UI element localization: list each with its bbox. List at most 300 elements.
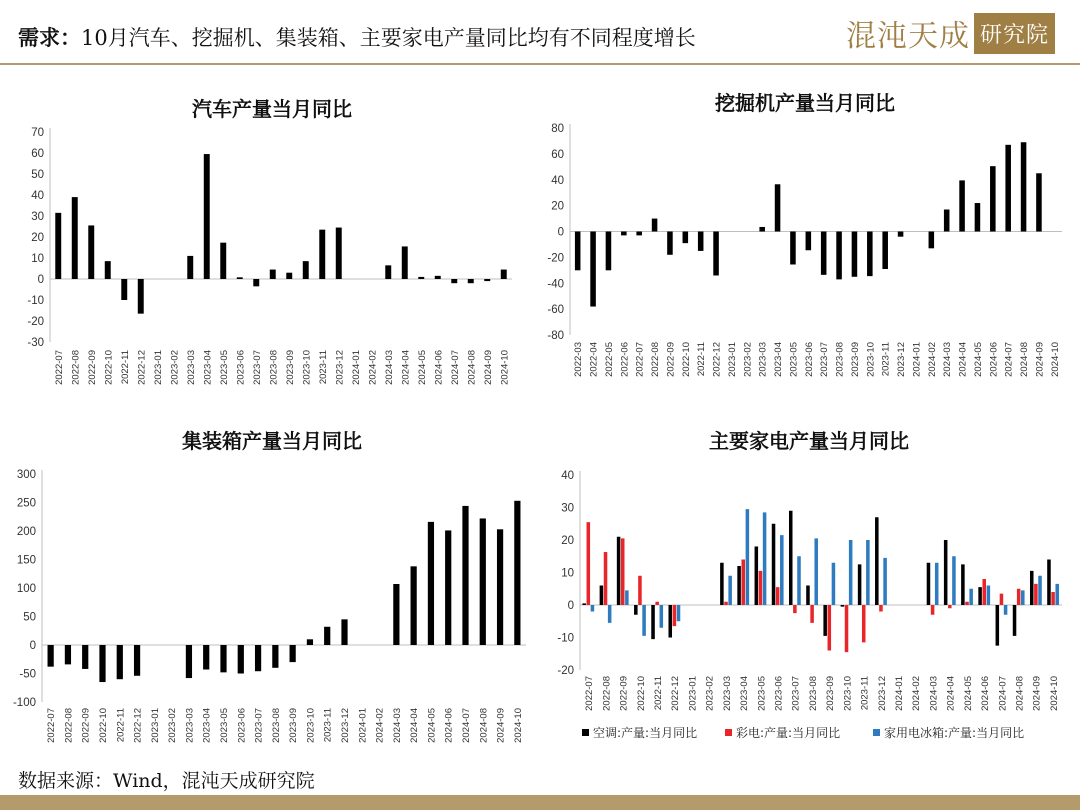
bar	[776, 587, 780, 605]
legend-swatch	[873, 729, 880, 736]
x-tick-label: 2023-06	[803, 342, 815, 377]
x-tick-label: 2023-12	[334, 350, 346, 385]
bar	[651, 605, 655, 639]
bar	[385, 265, 391, 279]
x-tick-label: 2023-01	[149, 708, 161, 743]
chart-title: 汽车产量当月同比	[192, 97, 352, 121]
bar	[990, 166, 996, 231]
bar	[451, 279, 457, 283]
bar	[1036, 173, 1042, 231]
x-tick-label: 2024-09	[1034, 342, 1046, 377]
x-tick-label: 2022-11	[115, 708, 127, 743]
bar	[324, 627, 330, 645]
bar	[1017, 589, 1021, 605]
y-tick-label: -80	[547, 330, 564, 342]
x-tick-label: 2024-04	[945, 676, 957, 711]
y-tick-label: 200	[16, 526, 36, 538]
bar	[290, 645, 296, 662]
chart-title: 集装箱产量当月同比	[182, 429, 362, 453]
x-tick-label: 2023-02	[169, 350, 181, 385]
bar	[604, 552, 608, 605]
x-tick-label: 2023-04	[773, 342, 785, 377]
x-tick-label: 2022-09	[86, 350, 98, 385]
x-tick-label: 2024-01	[350, 350, 362, 385]
x-tick-label: 2022-06	[619, 342, 631, 377]
bar	[1030, 571, 1034, 605]
bar	[418, 277, 424, 279]
bar	[793, 605, 797, 613]
x-tick-label: 2024-06	[443, 708, 455, 743]
y-tick-label: 40	[551, 174, 564, 187]
y-tick-label: 0	[29, 640, 36, 652]
bar	[186, 645, 192, 678]
bar	[828, 605, 832, 651]
bar	[737, 566, 741, 605]
x-tick-label: 2024-03	[928, 676, 940, 711]
bar	[220, 243, 226, 279]
appliance-chart-panel	[540, 410, 1080, 760]
x-tick-label: 2023-07	[790, 676, 802, 711]
bar	[772, 524, 776, 605]
bar	[617, 537, 621, 605]
y-tick-label: 20	[31, 232, 44, 244]
x-tick-label: 2022-08	[650, 342, 662, 377]
bar	[823, 605, 827, 636]
bar	[806, 586, 810, 606]
container-chart-panel	[0, 410, 540, 760]
bar	[606, 232, 612, 271]
bar	[655, 602, 659, 605]
bar	[501, 270, 507, 279]
bar	[814, 538, 818, 605]
bar	[187, 256, 193, 279]
bar	[780, 535, 784, 605]
bar	[1047, 560, 1051, 606]
x-tick-label: 2023-08	[270, 708, 282, 743]
x-tick-label: 2024-09	[1031, 676, 1043, 711]
x-tick-label: 2024-03	[942, 342, 954, 377]
x-tick-label: 2023-12	[896, 342, 908, 377]
x-tick-label: 2024-02	[374, 708, 386, 743]
x-tick-label: 2023-02	[742, 342, 754, 377]
x-tick-label: 2024-06	[988, 342, 1000, 377]
bar	[591, 605, 595, 612]
bar	[575, 232, 581, 271]
bar	[336, 228, 342, 279]
bar	[203, 645, 209, 670]
y-tick-label: -20	[557, 665, 574, 677]
y-tick-label: -20	[27, 316, 44, 328]
y-tick-label: -20	[547, 252, 564, 265]
x-tick-label: 2024-05	[972, 342, 984, 377]
bar	[319, 230, 325, 279]
x-tick-label: 2023-12	[340, 708, 351, 743]
bar	[965, 602, 969, 605]
bar	[741, 560, 745, 606]
bar	[898, 232, 904, 237]
x-tick-label: 2024-07	[1003, 342, 1015, 377]
bar	[642, 605, 646, 636]
bar	[961, 564, 965, 605]
x-tick-label: 2023-09	[284, 350, 296, 385]
bar	[435, 276, 441, 279]
y-tick-label: 10	[31, 253, 44, 265]
bar	[879, 605, 883, 612]
y-tick-label: 80	[551, 123, 564, 135]
y-tick-label: 30	[561, 502, 574, 515]
bar	[625, 590, 629, 605]
bar	[1004, 605, 1008, 615]
legend-swatch	[582, 729, 589, 736]
x-tick-label: 2024-05	[416, 350, 428, 385]
x-tick-label: 2022-07	[53, 350, 65, 385]
bar	[1034, 584, 1038, 605]
bar	[759, 227, 765, 232]
x-tick-label: 2024-02	[926, 342, 938, 377]
x-tick-label: 2023-11	[880, 342, 892, 377]
x-tick-label: 2023-12	[876, 676, 888, 711]
x-tick-label: 2024-03	[383, 350, 395, 385]
x-tick-label: 2024-09	[495, 708, 507, 743]
bar	[48, 645, 54, 667]
chart-title: 挖掘机产量当月同比	[715, 91, 895, 115]
x-tick-label: 2024-01	[357, 708, 369, 743]
bar	[862, 605, 866, 642]
bar	[969, 589, 973, 605]
x-tick-label: 2024-01	[893, 676, 905, 711]
x-tick-label: 2023-05	[219, 708, 230, 743]
bar	[121, 279, 127, 300]
x-tick-label: 2024-08	[466, 350, 478, 385]
x-tick-label: 2024-05	[426, 708, 438, 743]
x-tick-label: 2022-11	[652, 676, 664, 711]
bar	[1000, 594, 1004, 605]
x-tick-label: 2023-04	[739, 676, 751, 711]
x-tick-label: 2022-12	[670, 676, 682, 711]
bar	[428, 522, 434, 645]
y-tick-label: 0	[37, 274, 44, 286]
excavator-production-chart	[540, 70, 1080, 400]
bar	[237, 277, 243, 279]
bar	[117, 645, 123, 679]
y-tick-label: -100	[12, 697, 36, 709]
x-tick-label: 2024-07	[449, 350, 461, 385]
header-divider	[0, 63, 1080, 65]
bar	[978, 587, 982, 605]
data-source-note: 数据来源：Wind，混沌天成研究院	[18, 770, 315, 792]
x-tick-label: 2024-10	[512, 708, 524, 743]
bar	[929, 232, 935, 249]
bar	[621, 232, 627, 236]
page-title	[18, 22, 696, 52]
x-tick-label: 2024-03	[391, 708, 403, 743]
x-tick-label: 2022-08	[63, 708, 75, 743]
bar	[1055, 584, 1059, 605]
y-tick-label: 150	[16, 554, 36, 567]
bar	[462, 506, 468, 645]
bar	[1021, 142, 1027, 231]
x-tick-label: 2024-07	[461, 708, 472, 743]
x-tick-label: 2023-10	[842, 676, 854, 711]
logo-wordmark: 混沌天成	[846, 19, 970, 54]
x-tick-label: 2024-08	[478, 708, 490, 743]
y-tick-label: -60	[547, 304, 564, 317]
bar	[270, 270, 276, 279]
bar	[724, 602, 728, 605]
bar	[636, 232, 642, 236]
x-tick-label: 2024-04	[957, 342, 969, 377]
y-tick-label: 60	[31, 148, 44, 160]
bar	[952, 556, 956, 605]
auto-production-chart	[0, 70, 540, 400]
bar	[683, 232, 689, 244]
x-tick-label: 2022-10	[98, 708, 109, 743]
bar	[72, 197, 78, 279]
x-tick-label: 2023-10	[305, 708, 317, 743]
chart-title: 主要家电产量当月同比	[709, 429, 909, 453]
legend-label: 家用电冰箱:产量:当月同比	[884, 726, 1025, 740]
bar	[789, 511, 793, 605]
y-tick-label: 20	[561, 535, 574, 547]
bar	[883, 558, 887, 605]
brand-logo	[846, 8, 1055, 58]
bar	[393, 584, 399, 645]
bar	[652, 219, 658, 232]
x-tick-label: 2022-04	[588, 342, 600, 377]
y-tick-label: 0	[557, 226, 564, 239]
y-tick-label: 300	[16, 469, 36, 481]
x-tick-label: 2023-09	[288, 708, 300, 743]
bar	[1021, 590, 1025, 605]
bar	[677, 605, 681, 621]
x-tick-label: 2022-09	[80, 708, 92, 743]
bar	[728, 576, 732, 605]
y-tick-label: -10	[557, 632, 574, 645]
page-title-text: 10月汽车、挖掘机、集装箱、主要家电产量同比均有不同程度增长	[81, 26, 696, 50]
bar	[858, 564, 862, 605]
auto-chart-panel	[0, 70, 540, 400]
y-tick-label: 0	[567, 600, 574, 612]
x-tick-label: 2024-10	[1048, 676, 1060, 711]
x-tick-label: 2022-12	[136, 350, 148, 385]
bar	[55, 213, 61, 279]
y-tick-label: 10	[561, 567, 574, 580]
x-tick-label: 2023-07	[819, 342, 831, 377]
x-tick-label: 2023-02	[704, 676, 716, 711]
container-production-chart	[0, 410, 540, 760]
bar	[600, 586, 604, 606]
bar	[810, 605, 814, 623]
x-tick-label: 2022-10	[635, 676, 647, 711]
bar	[755, 547, 759, 606]
x-tick-label: 2022-07	[584, 676, 596, 711]
x-tick-label: 2023-02	[167, 708, 179, 743]
bar	[272, 645, 278, 668]
x-tick-label: 2022-07	[634, 342, 646, 377]
bar	[763, 512, 767, 605]
bar	[590, 232, 596, 307]
y-tick-label: 30	[31, 211, 44, 223]
bar	[698, 232, 704, 251]
legend-swatch	[725, 729, 732, 736]
x-tick-label: 2024-01	[911, 342, 923, 377]
x-tick-label: 2023-08	[268, 350, 280, 385]
bar	[668, 605, 672, 638]
x-tick-label: 2023-01	[687, 676, 699, 711]
x-tick-label: 2024-06	[433, 350, 445, 385]
bar	[720, 563, 724, 605]
x-tick-label: 2022-11	[696, 342, 708, 377]
bar	[484, 279, 490, 281]
x-tick-label: 2023-11	[322, 708, 334, 743]
legend-label: 彩电:产量:当月同比	[736, 726, 841, 740]
x-tick-label: 2023-07	[253, 708, 265, 743]
bar	[341, 619, 347, 645]
bar	[959, 180, 965, 231]
bar	[660, 605, 664, 628]
bar	[497, 529, 503, 645]
y-tick-label: 60	[551, 148, 564, 161]
logo-seal: 研究院	[974, 13, 1055, 54]
x-tick-label: 2022-08	[70, 350, 82, 385]
legend-label: 空调:产量:当月同比	[593, 726, 698, 740]
bar	[927, 563, 931, 605]
x-tick-label: 2023-03	[721, 676, 733, 711]
bar	[867, 232, 873, 277]
bar	[944, 210, 950, 232]
bar	[220, 645, 226, 672]
bar	[975, 203, 981, 231]
bar	[303, 261, 309, 279]
bar	[836, 232, 842, 280]
bar	[134, 645, 140, 676]
y-tick-label: -10	[27, 295, 44, 307]
bar	[944, 540, 948, 605]
bar	[996, 605, 1000, 646]
appliance-production-chart	[540, 410, 1080, 760]
bar	[987, 586, 991, 606]
y-tick-label: -40	[547, 278, 564, 291]
report-header	[0, 0, 1080, 68]
bar	[713, 232, 719, 276]
bar	[88, 225, 94, 279]
bar	[832, 563, 836, 605]
bar	[1051, 592, 1055, 605]
bar	[1038, 576, 1042, 605]
x-tick-label: 2023-08	[807, 676, 819, 711]
x-tick-label: 2024-06	[980, 676, 992, 711]
bar	[821, 232, 827, 275]
x-tick-label: 2023-05	[218, 350, 230, 385]
bar	[866, 540, 870, 605]
bar	[931, 605, 935, 615]
x-tick-label: 2024-08	[1019, 342, 1031, 377]
bar	[587, 522, 591, 605]
y-tick-label: 70	[31, 127, 44, 139]
x-tick-label: 2023-10	[865, 342, 877, 377]
x-tick-label: 2023-06	[235, 350, 247, 385]
y-tick-label: 50	[23, 611, 36, 624]
bar	[882, 232, 888, 270]
x-tick-label: 2022-11	[119, 350, 131, 385]
bar	[638, 576, 642, 605]
bar	[841, 605, 845, 607]
y-tick-label: 40	[561, 470, 574, 482]
x-tick-label: 2022-12	[711, 342, 723, 377]
x-tick-label: 2024-07	[997, 676, 1009, 711]
excavator-chart-panel	[540, 70, 1080, 400]
x-tick-label: 2022-05	[603, 342, 615, 377]
bar	[1005, 145, 1011, 232]
x-tick-label: 2024-08	[1014, 676, 1026, 711]
y-tick-label: 100	[16, 583, 36, 595]
bar	[621, 538, 625, 605]
x-tick-label: 2023-10	[301, 350, 313, 385]
x-tick-label: 2022-09	[665, 342, 677, 377]
bar	[875, 517, 879, 605]
bar	[445, 530, 451, 645]
bar	[99, 645, 105, 682]
x-tick-label: 2022-07	[46, 708, 58, 743]
bar	[105, 261, 111, 279]
bar	[238, 645, 244, 674]
bar	[307, 639, 313, 645]
x-tick-label: 2022-10	[680, 342, 692, 377]
bar	[582, 603, 586, 605]
bar	[806, 232, 812, 251]
bar	[746, 509, 750, 605]
x-tick-label: 2024-10	[1049, 342, 1061, 377]
bar	[759, 571, 763, 605]
y-tick-label: 50	[31, 169, 44, 181]
bar	[253, 279, 259, 286]
bar	[82, 645, 88, 669]
bar	[204, 154, 210, 279]
x-tick-label: 2023-03	[185, 350, 197, 385]
x-tick-label: 2023-08	[834, 342, 846, 377]
y-tick-label: 20	[551, 200, 564, 213]
x-tick-label: 2023-11	[317, 350, 329, 385]
x-tick-label: 2022-08	[601, 676, 613, 711]
bar	[845, 605, 849, 652]
bar	[634, 605, 638, 615]
bar	[775, 184, 781, 231]
bar	[402, 246, 408, 279]
x-tick-label: 2023-09	[849, 342, 861, 377]
x-tick-label: 2022-09	[618, 676, 630, 711]
x-tick-label: 2023-05	[788, 342, 800, 377]
bar	[849, 540, 853, 605]
x-tick-label: 2023-04	[202, 350, 214, 385]
x-tick-label: 2023-06	[236, 708, 248, 743]
x-tick-label: 2023-04	[201, 708, 213, 743]
x-tick-label: 2023-06	[773, 676, 785, 711]
bar	[673, 605, 677, 626]
x-tick-label: 2024-09	[482, 350, 494, 385]
x-tick-label: 2023-07	[251, 350, 263, 385]
bar	[286, 273, 292, 279]
bar	[138, 279, 144, 314]
y-tick-label: 40	[31, 190, 44, 202]
bar	[935, 563, 939, 605]
footer-bar	[0, 795, 1080, 810]
x-tick-label: 2022-12	[132, 708, 144, 743]
x-tick-label: 2023-05	[756, 676, 768, 711]
page-title-label: 需求：	[18, 25, 81, 50]
x-tick-label: 2024-04	[400, 350, 412, 385]
y-tick-label: -30	[27, 337, 44, 349]
bar	[982, 579, 986, 605]
